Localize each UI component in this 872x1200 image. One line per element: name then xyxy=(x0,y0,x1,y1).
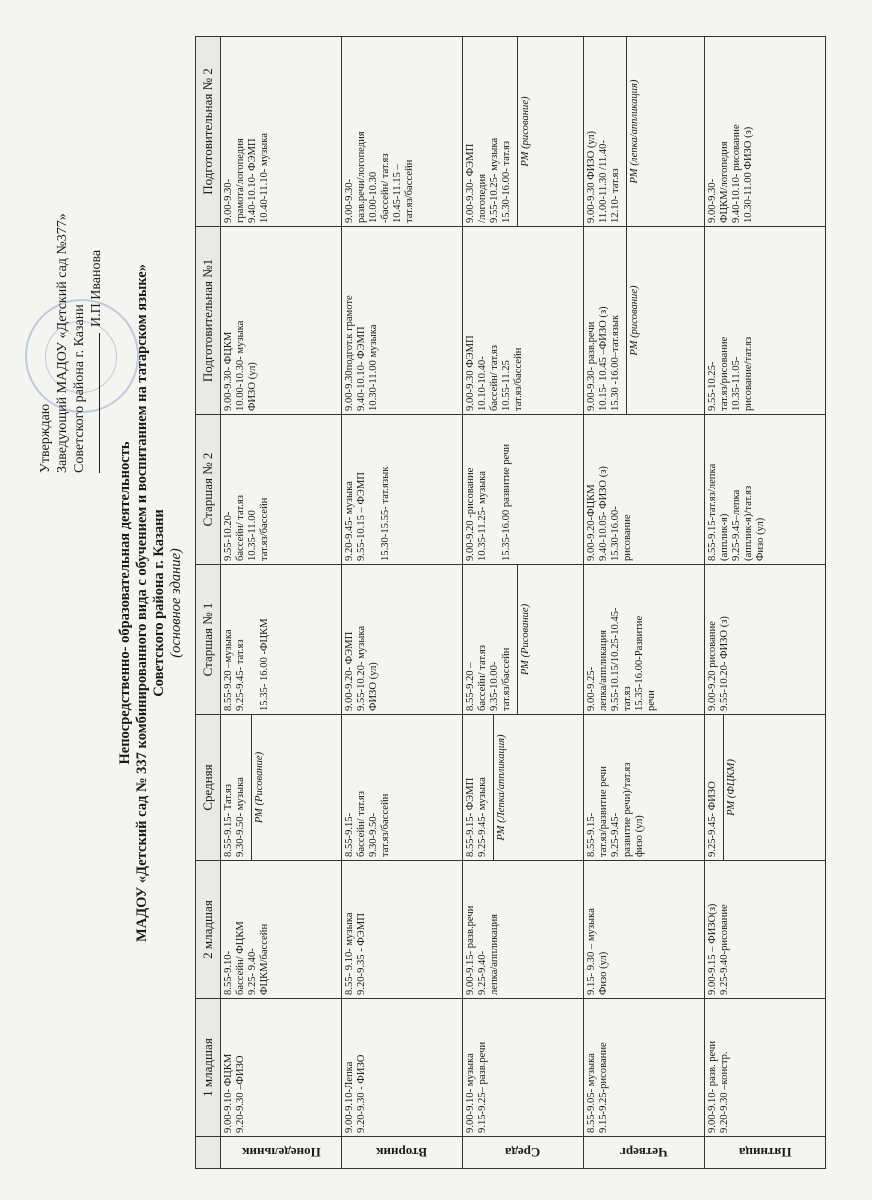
day-label: Среда xyxy=(505,1145,541,1161)
lesson-line: 10.45-11.15 – xyxy=(392,164,403,223)
lesson-line: Физо (ул) xyxy=(598,951,609,995)
header-day xyxy=(196,1137,221,1169)
lesson-line: 9.30-9.50- xyxy=(368,812,379,857)
regime-moment-note: РМ (Лепка/аппликация) xyxy=(493,715,508,860)
lesson-line: 9.00-9.10- музыка xyxy=(465,1053,476,1133)
header-group-1-junior: 1 младшая xyxy=(196,999,221,1137)
lesson-line: -бассейн/ тат.яз xyxy=(380,153,391,223)
cell-wed-c5 xyxy=(463,415,584,565)
lesson-line: 9.20-9.30 –констр. xyxy=(719,1051,730,1133)
cell-thu-c2 xyxy=(584,861,705,999)
cell-mon-c7 xyxy=(221,37,342,227)
lesson-line: бассейн/ тат.яз xyxy=(477,645,488,711)
lesson-line: 9.55-10.20- ФИЗО (з) xyxy=(719,616,730,711)
lesson-line: 9.40-10.05- ФИЗО (з) xyxy=(598,466,609,561)
lesson-line: 9.55-10.20- музыка xyxy=(356,625,367,711)
row-thu xyxy=(584,37,705,1169)
lesson-line: 9.20-9.35 - ФЭМП xyxy=(356,913,367,995)
lesson-line: 8.55- 9.10- музыка xyxy=(344,912,355,995)
day-label: Пятница xyxy=(738,1145,792,1161)
lesson-line: речи xyxy=(646,690,657,711)
row-fri xyxy=(705,37,826,1169)
cell-thu-c5 xyxy=(584,415,705,565)
lesson-line: 9.40-10.10- рисование xyxy=(731,124,742,223)
lesson-line: (апплик-я) xyxy=(719,513,730,561)
cell-wed-c7 xyxy=(463,37,584,227)
lesson-line: 8.55-9.05- музыка xyxy=(586,1053,597,1133)
approval-district: Советского района г. Казани xyxy=(72,304,87,473)
lesson-line: 9.25-9.45- тат.яз xyxy=(235,639,246,711)
lesson-line: 9.20-9.45- музыка xyxy=(344,481,355,561)
lesson-line: 9.25-9.45- ФИЗО xyxy=(707,781,718,857)
lesson-line: 8.55-9.15-тат.яз/лепка xyxy=(707,463,718,561)
lesson-line: ФИЗО (ул) xyxy=(368,662,379,711)
day-cell-wed xyxy=(463,1137,584,1169)
lesson-line: 9.25-9.40-рисование xyxy=(719,904,730,995)
lesson-line: 9.00-9.20 -рисование xyxy=(465,467,476,561)
row-tue xyxy=(342,37,463,1169)
lesson-line: бассейн/ тат.яз xyxy=(356,791,367,857)
lesson-line: 8.55-9.15- Тат.яз xyxy=(223,784,234,857)
regime-moment-note: РМ (лепка/аппликация) xyxy=(626,37,641,226)
lesson-line: тат.яз/рисование xyxy=(719,336,730,411)
day-label: Вторник xyxy=(376,1145,428,1161)
title-line-2: МАДОУ «Детский сад № 337 комбинированного вида с обучением и воспитанием на татарском языке» xyxy=(134,264,150,942)
lesson-line: 10.00-10.30 xyxy=(368,171,379,223)
lesson-line: 9.25-9.45- xyxy=(610,812,621,857)
lesson-line: 10.00-10.30- музыка xyxy=(235,320,246,411)
header-group-senior-1: Старшая № 1 xyxy=(196,565,221,715)
lesson-line: 10.30-11.00 музыка xyxy=(368,324,379,411)
lesson-line: 9.00-9.30 ФИЗО (ул) xyxy=(586,130,597,223)
lesson-line: 9.20-9.30 –ФИЗО xyxy=(235,1055,246,1133)
cell-fri-c6 xyxy=(705,227,826,415)
lesson-line: 9.15-9.25-рисование xyxy=(598,1042,609,1133)
lesson-line: 8.55-9.15- xyxy=(344,812,355,857)
regime-moment-note: РМ (Рисование) xyxy=(517,565,532,714)
lesson-line: физо (ул) xyxy=(634,815,645,857)
cell-fri-c2 xyxy=(705,861,826,999)
lesson-line: ФЦКМ/логопедия xyxy=(719,141,730,223)
lesson-line: 9.00-9.20 рисование xyxy=(707,621,718,711)
cell-thu-c6 xyxy=(584,227,705,415)
lesson-line-afternoon: 15.30-15.55- тат.язык xyxy=(380,466,391,561)
lesson-line: 9.00-9.20-ФЦКМ xyxy=(586,484,597,561)
lesson-line: 9.00-9.25- xyxy=(586,666,597,711)
header-group-2-junior: 2 младшая xyxy=(196,861,221,999)
lesson-line: 9.40-10.10- ФЭМП xyxy=(356,326,367,411)
lesson-line: 10.40-11.10- музыка xyxy=(259,133,270,223)
lesson-line: бассейн/ тат.яз xyxy=(235,495,246,561)
header-group-prep-2: Подготовительная № 2 xyxy=(196,37,221,227)
cell-tue-c2 xyxy=(342,861,463,999)
lesson-line: 11.00-11.30 /11.40- xyxy=(598,140,609,223)
day-cell-thu xyxy=(584,1137,705,1169)
lesson-line: 10.55-11.25 xyxy=(501,360,512,411)
lesson-line: 9.40-10.10- ФЭМП xyxy=(247,138,258,223)
cell-thu-c4 xyxy=(584,565,705,715)
lesson-line: 10.30-11.00 ФИЗО (з) xyxy=(743,126,754,223)
lesson-line: 9.30-9.50- музыка xyxy=(235,777,246,857)
lesson-line: рисование/тат.яз xyxy=(743,336,754,411)
approval-label: Утверждаю xyxy=(38,403,53,473)
cell-tue-c1 xyxy=(342,999,463,1137)
lesson-line: разв.речи/логопедия xyxy=(356,131,367,223)
lesson-line: 9.00-9.30- xyxy=(707,178,718,223)
lesson-line: 9.25-9.45- музыка xyxy=(477,777,488,857)
title-line-3: Советского района г. Казани xyxy=(151,509,167,697)
lesson-line: 9.00-9.30- ФЦКМ xyxy=(223,331,234,411)
lesson-line: Физо (ул) xyxy=(755,517,766,561)
cell-mon-c1 xyxy=(221,999,342,1137)
lesson-line: 9.00-9.30 ФЭМП xyxy=(465,335,476,411)
lesson-line: 8.55-9.20 –музыка xyxy=(223,629,234,711)
lesson-line: (апплик-я)/тат.яз xyxy=(743,485,754,561)
header-group-senior-2: Старшая № 2 xyxy=(196,415,221,565)
lesson-line: бассейн/ тат.яз xyxy=(489,345,500,411)
cell-mon-c4 xyxy=(221,565,342,715)
header-group-middle: Средняя xyxy=(196,715,221,861)
cell-wed-c1 xyxy=(463,999,584,1137)
cell-tue-c3 xyxy=(342,715,463,861)
cell-tue-c4 xyxy=(342,565,463,715)
day-cell-tue xyxy=(342,1137,463,1169)
lesson-line: ФИЗО (ул) xyxy=(247,362,258,411)
cell-tue-c5 xyxy=(342,415,463,565)
approval-signature: И.П Иванова xyxy=(89,249,104,327)
lesson-line: 10.35-11.00 xyxy=(247,510,258,561)
lesson-line: 9.00-9.30- ФЭМП xyxy=(465,143,476,223)
rotated-page xyxy=(25,33,835,1173)
cell-fri-c7 xyxy=(705,37,826,227)
spacer xyxy=(368,418,380,561)
lesson-line: бассейн/ ФЦКМ xyxy=(235,921,246,995)
day-cell-mon xyxy=(221,1137,342,1169)
cell-mon-c5 xyxy=(221,415,342,565)
lesson-line-afternoon: 15.35- 16.00 -ФЦКМ xyxy=(259,618,270,711)
cell-wed-c3 xyxy=(463,715,584,861)
lesson-line: 9.25-9.40- xyxy=(477,950,488,995)
cell-thu-c1 xyxy=(584,999,705,1137)
lesson-line: развитие речи)/тат.яз xyxy=(622,762,633,857)
lesson-line: 9.00-9.30- разв.речи xyxy=(586,321,597,411)
lesson-line: 9.00-9.30- xyxy=(223,178,234,223)
header-group-prep-1: Подготовительная №1 xyxy=(196,227,221,415)
cell-wed-c2 xyxy=(463,861,584,999)
lesson-line: 9.20-9.30 - ФИЗО xyxy=(356,1054,367,1133)
cell-tue-c7 xyxy=(342,37,463,227)
regime-moment-note: РМ (ФЦКМ) xyxy=(723,715,738,860)
lesson-line: 8.55-9.15- xyxy=(586,812,597,857)
cell-mon-c6 xyxy=(221,227,342,415)
lesson-line: 9.55-10.25- музыка xyxy=(489,137,500,223)
lesson-line: 15.30-16.00- тат.яз xyxy=(501,140,512,223)
lesson-line: 9.55-10.25- xyxy=(707,361,718,411)
lesson-line: тат.яз/бассейн xyxy=(259,497,270,561)
cell-mon-c2 xyxy=(221,861,342,999)
regime-moment-note: РМ (рисование) xyxy=(626,227,641,414)
cell-fri-c4 xyxy=(705,565,826,715)
lesson-line: 15.30 -16.00–тат.язык xyxy=(610,314,621,411)
regime-moment-note: РМ (рисование) xyxy=(517,37,532,226)
document-title xyxy=(117,33,185,1173)
lesson-line: 10.35-11.25- музыка xyxy=(477,471,488,561)
cell-mon-c3 xyxy=(221,715,342,861)
lesson-line: 10.10-10.40- xyxy=(477,356,488,411)
lesson-line: 9.35-10.00- xyxy=(489,661,500,711)
day-label: Понедельник xyxy=(241,1145,321,1161)
lesson-line: тат.яз/бассейн xyxy=(380,793,391,857)
lesson-line: тат.яз/бассейн xyxy=(501,647,512,711)
lesson-line: 9.25- 9.40- xyxy=(247,948,258,995)
cell-thu-c3 xyxy=(584,715,705,861)
row-wed xyxy=(463,37,584,1169)
lesson-line: 9.55-10.15 – ФЭМП xyxy=(356,472,367,561)
lesson-line: 9.25-9.45–лепка xyxy=(731,489,742,561)
cell-tue-c6 xyxy=(342,227,463,415)
lesson-line: 9.00-9.10- ФЦКМ xyxy=(223,1053,234,1133)
lesson-line: тат.яз/бассейн xyxy=(513,347,524,411)
lesson-line: 15.35-16.00-Развитие xyxy=(634,615,645,711)
lesson-line: 9.00-9.20- ФЭМП xyxy=(344,631,355,711)
approval-signature-row xyxy=(88,113,105,473)
lesson-line: 12.10- тат.яз xyxy=(610,168,621,223)
lesson-line: 9.00-9.30подгот.к грамоте xyxy=(344,295,355,411)
lesson-line: тат.яз/развитие речи xyxy=(598,766,609,857)
lesson-line: лепка/аппликация xyxy=(489,913,500,995)
title-subtitle: (основное здание) xyxy=(168,548,184,658)
lesson-line: 10.35-11.05- xyxy=(731,356,742,411)
lesson-line: 9.15-9.25– разв.речи xyxy=(477,1041,488,1133)
schedule-table xyxy=(195,36,826,1169)
lesson-line: тат.яз/бассейн xyxy=(404,159,415,223)
approval-position: Заведующий МАДОУ «Детский сад №377» xyxy=(55,213,70,473)
lesson-line: ФЦКМ/бассейн xyxy=(259,923,270,995)
lesson-line: 9.00-9.30- xyxy=(344,178,355,223)
lesson-line: 9.00-9.15 – ФИЗО(з) xyxy=(707,903,718,995)
lesson-line: 8.55-9.20 – xyxy=(465,662,476,711)
regime-moment-note: РМ (Рисование) xyxy=(251,715,266,860)
approval-block xyxy=(37,113,105,473)
cell-fri-c5 xyxy=(705,415,826,565)
spacer xyxy=(247,568,259,711)
lesson-line: тат.яз xyxy=(622,686,633,711)
lesson-line: 8.55-9.10- xyxy=(223,950,234,995)
day-cell-fri xyxy=(705,1137,826,1169)
cell-fri-c1 xyxy=(705,999,826,1137)
title-line-1: Непосредственно- образовательная деятельность xyxy=(117,441,133,765)
lesson-line-afternoon: 15.35-16.00 развитие речи xyxy=(501,443,512,561)
cell-fri-c3 xyxy=(705,715,826,861)
lesson-line: лепка/аппликация xyxy=(598,629,609,711)
lesson-line: 9.55-10.15/10.25-10.45- xyxy=(610,607,621,711)
spacer xyxy=(489,418,501,561)
lesson-line: 9.00-9.15- разв.речи xyxy=(465,905,476,995)
cell-wed-c6 xyxy=(463,227,584,415)
signature-line xyxy=(99,333,100,473)
header-row xyxy=(196,37,221,1169)
lesson-line: /логопедия xyxy=(477,173,488,223)
lesson-line: грамота/логопедия xyxy=(235,138,246,223)
lesson-line: 15.30-16.00- xyxy=(610,506,621,561)
lesson-line: 9.15- 9.30 – музыка xyxy=(586,908,597,995)
lesson-line: 9.00-9.10-Лепка xyxy=(344,1061,355,1133)
lesson-line: рисование xyxy=(622,514,633,561)
lesson-line: 9.00-9.10- разв. речи xyxy=(707,1041,718,1133)
row-mon xyxy=(221,37,342,1169)
lesson-line: 10.15- 10.45 –ФИЗО (з) xyxy=(598,306,609,411)
lesson-line: 9.55-10.20- xyxy=(223,511,234,561)
cell-thu-c7 xyxy=(584,37,705,227)
cell-wed-c4 xyxy=(463,565,584,715)
document-header xyxy=(25,33,200,1173)
day-label: Четверг xyxy=(620,1145,668,1161)
lesson-line: 8.55-9.15- ФЭМП xyxy=(465,777,476,857)
